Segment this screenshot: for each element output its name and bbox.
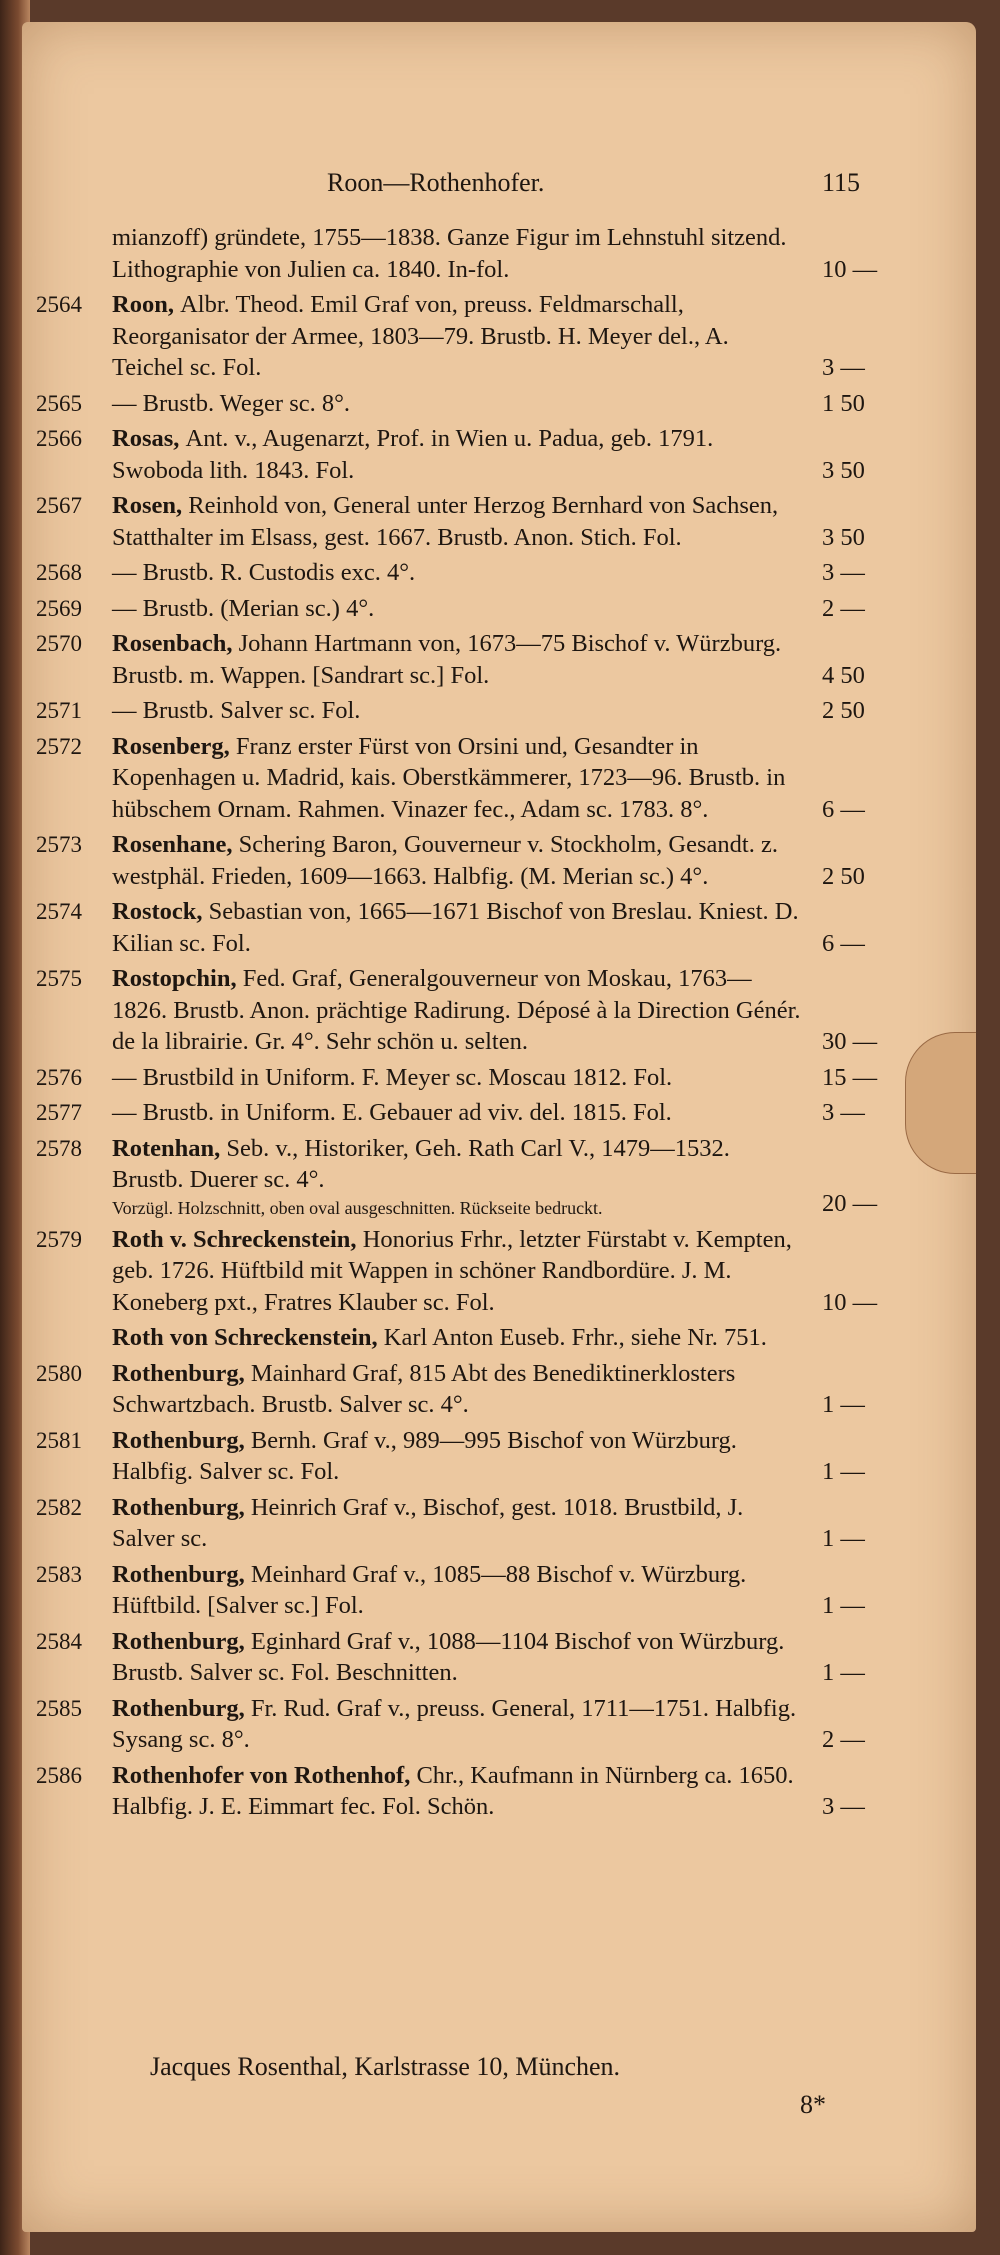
catalog-entry bbox=[22, 1062, 976, 1094]
entry-name: Rothenburg, bbox=[112, 1694, 251, 1722]
entry-price: 6 — bbox=[822, 929, 865, 957]
entry-number: 2568 bbox=[36, 560, 82, 585]
catalog-entry bbox=[22, 1425, 976, 1488]
entry-body bbox=[112, 896, 802, 959]
entry-number: 2580 bbox=[36, 1360, 82, 1386]
entry-number: 2565 bbox=[36, 390, 82, 416]
entry-body bbox=[112, 593, 802, 625]
entry-price: 1 — bbox=[822, 1458, 865, 1485]
entry-number bbox=[22, 1322, 112, 1354]
catalog-entry bbox=[22, 1693, 976, 1756]
catalog-entry bbox=[22, 963, 976, 1058]
entry-body bbox=[112, 423, 802, 486]
entry-body bbox=[112, 731, 802, 826]
signature-mark: 8* bbox=[800, 2090, 826, 2119]
entry-name: Rothenburg, bbox=[112, 1627, 251, 1655]
catalog-entry bbox=[22, 423, 976, 486]
page-number: 115 bbox=[822, 168, 861, 197]
catalog-entry bbox=[22, 289, 976, 384]
entry-name: Rothenburg, bbox=[112, 1493, 251, 1521]
entry-body bbox=[112, 1322, 802, 1354]
entry-number: 2586 bbox=[36, 1762, 82, 1788]
entry-text: Johann Hartmann von, 1673—75 Bischof v. Würzburg. Brustb. m. Wappen. [Sandrart sc.] Fol. bbox=[112, 630, 782, 689]
entry-body bbox=[112, 222, 802, 285]
entry-number: 2571 bbox=[36, 698, 82, 723]
catalog-entry bbox=[22, 896, 976, 959]
entry-text: Honorius Frhr., letzter Fürstabt v. Kempten, geb. 1726. Hüftbild mit Wappen in schöner Randbordüre. J. M. Koneberg pxt., Fratres Klauber sc. Fol. bbox=[112, 1225, 792, 1316]
entry-price: 1 — bbox=[822, 1659, 865, 1686]
entry-name: Rosenberg, bbox=[112, 732, 236, 760]
entry-text: Schering Baron, Gouverneur v. Stockholm, Gesandt. z. westphäl. Frieden, 1609—1663. Halbfig. (M. Merian sc.) 4°. bbox=[112, 831, 778, 890]
catalog-entry bbox=[22, 829, 976, 892]
entry-number: 2583 bbox=[36, 1561, 82, 1587]
catalog-entry bbox=[22, 731, 976, 826]
entry-text: Seb. v., Historiker, Geh. Rath Carl V., 1479—1532. Brustb. Duerer sc. 4°. bbox=[112, 1134, 730, 1193]
entry-body bbox=[112, 963, 802, 1058]
entry-body bbox=[112, 490, 802, 553]
entry-price: 4 50 bbox=[822, 661, 865, 689]
catalog-entry bbox=[22, 222, 976, 285]
entry-text: — Brustb. in Uniform. E. Gebauer ad viv. del. 1815. Fol. bbox=[112, 1099, 672, 1126]
entry-number: 2578 bbox=[36, 1135, 82, 1161]
entry-text: Bernh. Graf v., 989—995 Bischof von Würzburg. Halbfig. Salver sc. Fol. bbox=[112, 1426, 737, 1485]
entry-name: Rostock, bbox=[112, 898, 209, 925]
entry-body bbox=[112, 388, 802, 420]
entry-price: 3 — bbox=[822, 559, 865, 586]
entry-body bbox=[112, 557, 802, 589]
catalog-entry bbox=[22, 1492, 976, 1555]
entry-price: 2 50 bbox=[822, 697, 865, 724]
entry-number bbox=[22, 222, 112, 285]
entry-name: Rosenbach, bbox=[112, 630, 239, 657]
entry-body bbox=[112, 1358, 802, 1421]
entry-text: mianzoff) gründete, 1755—1838. Ganze Figur im Lehnstuhl sitzend. Lithographie von Julien ca. 1840. In-fol. bbox=[112, 224, 787, 283]
entry-price: 10 — bbox=[822, 255, 878, 283]
entry-note: Vorzügl. Holzschnitt, oben oval ausgeschnitten. Rückseite bedruckt. bbox=[112, 1197, 603, 1218]
catalog-entry bbox=[22, 593, 976, 625]
entry-number: 2577 bbox=[36, 1100, 82, 1125]
entry-text: Chr., Kaufmann in Nürnberg ca. 1650. Halbfig. J. E. Eimmart fec. Fol. Schön. bbox=[112, 1761, 794, 1820]
entry-text: Heinrich Graf v., Bischof, gest. 1018. Brustbild, J. Salver sc. bbox=[112, 1493, 744, 1552]
entry-text: Albr. Theod. Emil Graf von, preuss. Feldmarschall, Reorganisator der Armee, 1803—79. Brustb. H. Meyer del., A. Teichel sc. Fol. bbox=[112, 291, 729, 381]
entry-price: 2 — bbox=[822, 1726, 865, 1753]
entry-body bbox=[112, 1559, 802, 1622]
entry-price: 1 — bbox=[822, 1592, 865, 1619]
entry-body bbox=[112, 695, 802, 727]
entry-text: Fed. Graf, Generalgouverneur von Moskau, 1763—1826. Brustb. Anon. prächtige Radirung. Déposé à la Direction Génér. de la librairie. Gr. 4°. Sehr schön u. selten. bbox=[112, 965, 801, 1055]
entry-body bbox=[112, 1760, 802, 1823]
catalog-entry bbox=[22, 1760, 976, 1823]
catalog-entry bbox=[22, 1358, 976, 1421]
entry-number: 2575 bbox=[36, 966, 82, 991]
entry-body bbox=[112, 1224, 802, 1319]
catalog-entry bbox=[22, 490, 976, 553]
entry-name: Roth von Schreckenstein, bbox=[112, 1324, 384, 1351]
entry-price: 2 — bbox=[822, 594, 865, 622]
entry-number: 2576 bbox=[36, 1064, 82, 1090]
entry-number: 2569 bbox=[36, 595, 82, 621]
entry-text: Franz erster Fürst von Orsini und, Gesandter in Kopenhagen u. Madrid, kais. Oberstkämmerer, 1723—96. Brustb. in hübschem Ornam. Rahmen. Vinazer fec., Adam sc. 1783. 8°. bbox=[112, 732, 786, 823]
entry-price: 1 — bbox=[822, 1391, 865, 1418]
entry-name: Roon, bbox=[112, 291, 181, 318]
entry-name: Rostopchin, bbox=[112, 965, 243, 992]
entry-name: Rothenhofer von Rothenhof, bbox=[112, 1761, 417, 1789]
entry-price: 2 50 bbox=[822, 862, 865, 890]
entry-name: Roth v. Schreckenstein, bbox=[112, 1225, 363, 1253]
page-header bbox=[22, 162, 976, 202]
entry-price: 1 50 bbox=[822, 389, 865, 417]
entry-body bbox=[112, 1626, 802, 1689]
entry-price: 20 — bbox=[822, 1190, 878, 1217]
entry-number: 2579 bbox=[36, 1226, 82, 1252]
entry-number: 2570 bbox=[36, 631, 82, 656]
entry-text: Ant. v., Augenarzt, Prof. in Wien u. Padua, geb. 1791. Swoboda lith. 1843. Fol. bbox=[112, 425, 714, 484]
catalog-entry bbox=[22, 1322, 976, 1354]
entry-body bbox=[112, 1425, 802, 1488]
catalog-entry bbox=[22, 695, 976, 727]
entry-name: Rothenburg, bbox=[112, 1426, 251, 1454]
entry-number: 2581 bbox=[36, 1427, 82, 1453]
entry-text: Eginhard Graf v., 1088—1104 Bischof von Würzburg. Brustb. Salver sc. Fol. Beschnitten. bbox=[112, 1627, 785, 1686]
catalog-entry bbox=[22, 1626, 976, 1689]
entry-number: 2584 bbox=[36, 1628, 82, 1654]
entry-number: 2573 bbox=[36, 832, 82, 857]
entry-text: Sebastian von, 1665—1671 Bischof von Breslau. Kniest. D. Kilian sc. Fol. bbox=[112, 898, 799, 957]
entry-body bbox=[112, 1097, 802, 1129]
page-title: Roon—Rothenhofer. bbox=[327, 168, 545, 197]
publisher-line: Jacques Rosenthal, Karlstrasse 10, München. bbox=[150, 2052, 621, 2081]
entry-text: — Brustb. R. Custodis exc. 4°. bbox=[112, 559, 416, 586]
entry-price: 1 — bbox=[822, 1525, 865, 1552]
entry-text: Meinhard Graf v., 1085—88 Bischof v. Würzburg. Hüftbild. [Salver sc.] Fol. bbox=[112, 1560, 747, 1619]
entry-price: 3 — bbox=[822, 1099, 865, 1126]
entry-number: 2582 bbox=[36, 1494, 82, 1520]
entry-price: 30 — bbox=[822, 1028, 878, 1055]
entry-name: Rotenhan, bbox=[112, 1134, 227, 1162]
entry-price: 15 — bbox=[822, 1063, 878, 1091]
catalog-entry bbox=[22, 1559, 976, 1622]
catalog-entry bbox=[22, 1224, 976, 1319]
entry-number: 2564 bbox=[36, 292, 82, 317]
entry-list bbox=[22, 222, 976, 1827]
entry-text: Mainhard Graf, 815 Abt des Benediktinerklosters Schwartzbach. Brustb. Salver sc. 4°. bbox=[112, 1359, 736, 1418]
entry-text: — Brustbild in Uniform. F. Meyer sc. Moscau 1812. Fol. bbox=[112, 1063, 673, 1091]
entry-price: 3 50 bbox=[822, 523, 865, 551]
entry-name: Rothenburg, bbox=[112, 1359, 251, 1387]
entry-text: — Brustb. Weger sc. 8°. bbox=[112, 389, 351, 417]
entry-price: 10 — bbox=[822, 1288, 878, 1316]
entry-text: Reinhold von, General unter Herzog Bernhard von Sachsen, Statthalter im Elsass, gest. 1667. Brustb. Anon. Stich. Fol. bbox=[112, 492, 779, 551]
entry-text: — Brustb. (Merian sc.) 4°. bbox=[112, 594, 375, 622]
entry-name: Rothenburg, bbox=[112, 1560, 251, 1588]
entry-name: Rosas, bbox=[112, 425, 186, 452]
entry-number: 2585 bbox=[36, 1695, 82, 1721]
entry-number: 2572 bbox=[36, 733, 82, 759]
entry-name: Rosenhane, bbox=[112, 831, 239, 858]
catalog-entry bbox=[22, 1133, 976, 1220]
entry-price: 3 — bbox=[822, 354, 865, 381]
entry-price: 6 — bbox=[822, 795, 865, 823]
catalog-entry bbox=[22, 388, 976, 420]
entry-body bbox=[112, 1693, 802, 1756]
entry-price bbox=[802, 1322, 932, 1354]
entry-body bbox=[112, 628, 802, 691]
entry-body bbox=[112, 1133, 802, 1220]
entry-text: — Brustb. Salver sc. Fol. bbox=[112, 697, 361, 724]
entry-body bbox=[112, 829, 802, 892]
entry-price: 3 50 bbox=[822, 456, 865, 484]
catalog-entry bbox=[22, 557, 976, 589]
entry-body bbox=[112, 289, 802, 384]
entry-number: 2567 bbox=[36, 493, 82, 518]
entry-number: 2574 bbox=[36, 899, 82, 924]
catalog-entry bbox=[22, 628, 976, 691]
entry-text: Fr. Rud. Graf v., preuss. General, 1711—1751. Halbfig. Sysang sc. 8°. bbox=[112, 1694, 797, 1753]
entry-body bbox=[112, 1062, 802, 1094]
entry-number: 2566 bbox=[36, 426, 82, 451]
entry-name: Rosen, bbox=[112, 492, 189, 519]
entry-price: 3 — bbox=[822, 1793, 865, 1820]
catalog-entry bbox=[22, 1097, 976, 1129]
entry-text: Karl Anton Euseb. Frhr., siehe Nr. 751. bbox=[383, 1324, 767, 1351]
entry-body bbox=[112, 1492, 802, 1555]
catalog-page bbox=[22, 22, 976, 2232]
